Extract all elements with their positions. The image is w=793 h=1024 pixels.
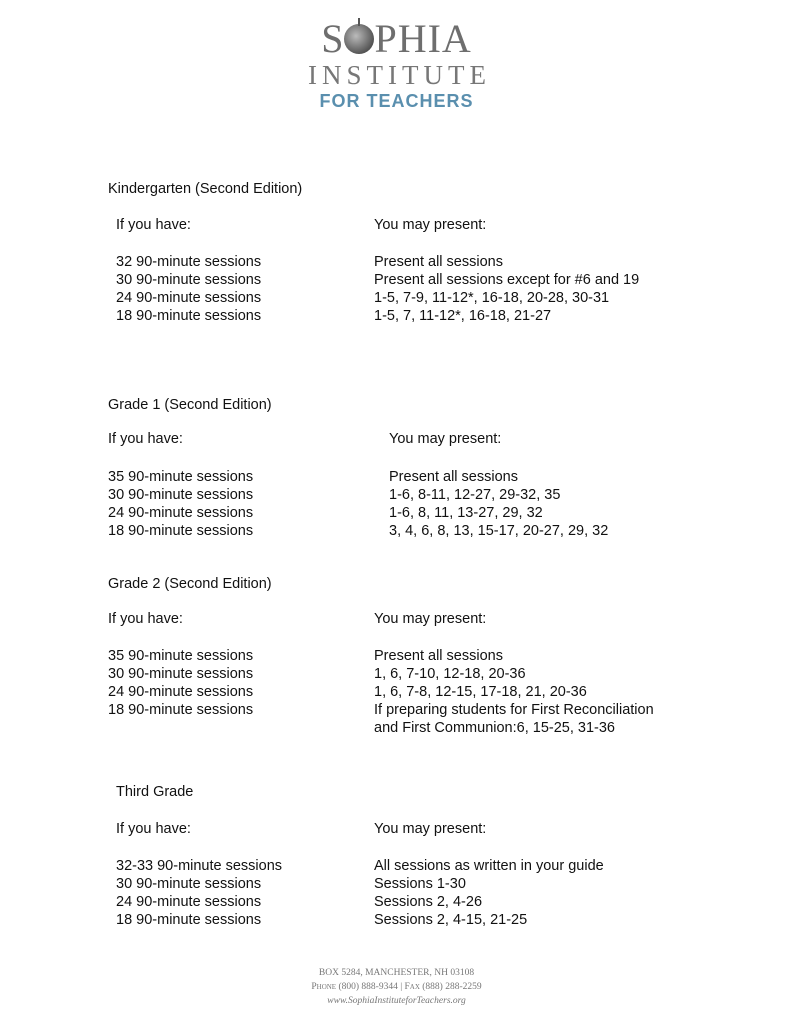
table-row	[108, 486, 708, 504]
left-column-header: If you have:	[116, 217, 191, 233]
section-title: Grade 1 (Second Edition)	[108, 397, 272, 413]
sessions-to-present: 1, 6, 7-10, 12-18, 20-36	[374, 666, 526, 682]
table-row	[108, 683, 708, 701]
sessions-to-present: Sessions 2, 4-15, 21-25	[374, 912, 528, 928]
table-row	[108, 307, 708, 325]
table-row	[108, 253, 708, 271]
sessions-available: 32-33 90-minute sessions	[116, 858, 283, 874]
table-row	[108, 665, 708, 683]
sessions-to-present: All sessions as written in your guide	[374, 858, 604, 874]
sessions-available: 24 90-minute sessions	[108, 684, 254, 700]
sessions-available: 30 90-minute sessions	[116, 272, 262, 288]
table-row	[116, 875, 716, 893]
sessions-to-present: Present all sessions	[374, 648, 503, 664]
sessions-available: 18 90-minute sessions	[108, 702, 254, 718]
sophia-institute-logo	[0, 18, 793, 112]
sessions-available: 18 90-minute sessions	[108, 523, 254, 539]
apple-icon	[344, 24, 374, 54]
section-title: Third Grade	[116, 784, 194, 800]
section-title: Kindergarten (Second Edition)	[108, 181, 303, 197]
logo-for-teachers: FOR TEACHERS	[319, 91, 474, 111]
footer-address: BOX 5284, MANCHESTER, NH 03108	[318, 968, 475, 978]
logo-letters: PHIA	[374, 16, 472, 61]
sessions-to-present: Present all sessions	[374, 254, 503, 270]
sessions-available: 30 90-minute sessions	[116, 876, 262, 892]
left-column-header: If you have:	[108, 431, 183, 447]
sessions-available: 35 90-minute sessions	[108, 648, 254, 664]
sessions-available: 32 90-minute sessions	[116, 254, 262, 270]
session-table	[108, 468, 708, 540]
logo-letter-s: S	[321, 16, 345, 61]
table-row	[116, 911, 716, 929]
session-table	[108, 647, 708, 737]
sessions-to-present: If preparing students for First Reconciliation	[374, 702, 654, 718]
logo-sophia	[0, 18, 793, 60]
right-column-header: You may present:	[374, 821, 487, 837]
right-column-header: You may present:	[374, 217, 487, 233]
sessions-to-present: Present all sessions except for #6 and 19	[374, 272, 640, 288]
left-column-header: If you have:	[108, 611, 183, 627]
sessions-available: 24 90-minute sessions	[108, 505, 254, 521]
table-row	[108, 271, 708, 289]
session-table	[116, 857, 716, 929]
sessions-to-present: 3, 4, 6, 8, 13, 15-17, 20-27, 29, 32	[389, 523, 609, 539]
table-row	[116, 857, 716, 875]
sessions-to-present: Present all sessions	[389, 469, 518, 485]
right-column-header: You may present:	[374, 611, 487, 627]
sessions-available: 30 90-minute sessions	[108, 487, 254, 503]
sessions-available: 24 90-minute sessions	[116, 290, 262, 306]
footer	[0, 966, 793, 1008]
table-row	[108, 468, 708, 486]
left-column-header: If you have:	[116, 821, 191, 837]
table-row	[108, 289, 708, 307]
table-row	[108, 701, 708, 719]
session-table	[108, 253, 708, 325]
right-column-header: You may present:	[389, 431, 502, 447]
sessions-available: 18 90-minute sessions	[116, 308, 262, 324]
footer-website: www.SophiaInstituteforTeachers.org	[327, 996, 466, 1006]
sessions-available: 30 90-minute sessions	[108, 666, 254, 682]
footer-phone-fax: Phone (800) 888-9344 | Fax (888) 288-2259	[311, 982, 482, 992]
table-row	[108, 647, 708, 665]
logo-institute: INSTITUTE	[308, 60, 491, 90]
sessions-to-present: Sessions 2, 4-26	[374, 894, 483, 910]
table-row	[108, 522, 708, 540]
sessions-to-present: and First Communion:6, 15-25, 31-36	[374, 720, 615, 736]
section-title: Grade 2 (Second Edition)	[108, 576, 272, 592]
table-row	[108, 719, 708, 737]
sessions-available: 18 90-minute sessions	[116, 912, 262, 928]
sessions-to-present: 1-5, 7, 11-12*, 16-18, 21-27	[374, 308, 552, 324]
sessions-to-present: Sessions 1-30	[374, 876, 466, 892]
sessions-to-present: 1-6, 8, 11, 13-27, 29, 32	[389, 505, 543, 521]
table-row	[108, 504, 708, 522]
table-row	[116, 893, 716, 911]
sessions-to-present: 1, 6, 7-8, 12-15, 17-18, 21, 20-36	[374, 684, 587, 700]
sessions-to-present: 1-6, 8-11, 12-27, 29-32, 35	[389, 487, 561, 503]
sessions-available: 24 90-minute sessions	[116, 894, 262, 910]
sessions-available: 35 90-minute sessions	[108, 469, 254, 485]
sessions-to-present: 1-5, 7-9, 11-12*, 16-18, 20-28, 30-31	[374, 290, 610, 306]
